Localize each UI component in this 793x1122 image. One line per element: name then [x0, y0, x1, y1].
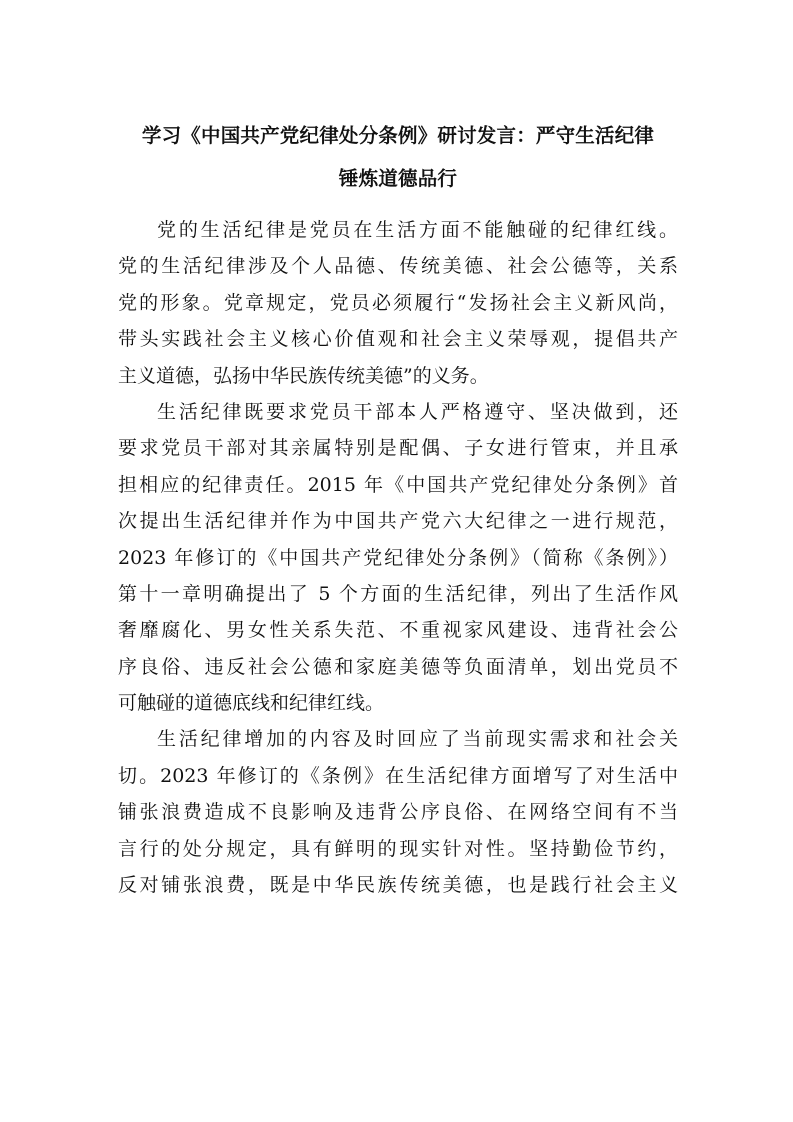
paragraph-line: 党的生活纪律涉及个人品德、传统美德、社会公德等，关系 — [118, 255, 678, 278]
paragraph-3 — [118, 721, 678, 903]
paragraph-line: 2023 年修订的《中国共产党纪律处分条例》（简称《条例》） — [118, 546, 678, 569]
paragraph-line: 可触碰的道德底线和纪律红线。 — [118, 692, 385, 715]
paragraph-line: 党的生活纪律是党员在生活方面不能触碰的纪律红线。 — [157, 219, 678, 241]
paragraph-line: 生活纪律增加的内容及时回应了当前现实需求和社会关 — [157, 728, 678, 751]
paragraph-2 — [118, 394, 678, 722]
paragraph-line: 要求党员干部对其亲属特别是配偶、子女进行管束，并且承 — [118, 437, 678, 460]
paragraph-line: 序良俗、违反社会公德和家庭美德等负面清单，划出党员不 — [118, 655, 678, 678]
paragraph-line: 奢靡腐化、男女性关系失范、不重视家风建设、违背社会公 — [118, 619, 678, 642]
paragraph-line: 第十一章明确提出了 5 个方面的生活纪律，列出了生活作风 — [118, 582, 678, 605]
paragraph-line: 党的形象。党章规定，党员必须履行“发扬社会主义新风尚， — [118, 291, 678, 314]
paragraph-line: 切。2023 年修订的《条例》在生活纪律方面增写了对生活中 — [118, 764, 678, 787]
document-title-line-1: 学习《中国共产党纪律处分条例》研讨发言：严守生活纪律 — [141, 124, 655, 147]
paragraph-line: 担相应的纪律责任。2015 年《中国共产党纪律处分条例》首 — [118, 473, 678, 496]
paragraph-1 — [118, 212, 678, 394]
paragraph-line: 次提出生活纪律并作为中国共产党六大纪律之一进行规范， — [118, 510, 678, 533]
paragraph-line: 带头实践社会主义核心价值观和社会主义荣辱观，提倡共产 — [118, 328, 678, 351]
paragraph-line: 言行的处分规定，具有鲜明的现实针对性。坚持勤俭节约， — [118, 837, 678, 860]
paragraph-line: 铺张浪费造成不良影响及违背公序良俗、在网络空间有不当 — [118, 801, 678, 824]
paragraph-line: 生活纪律既要求党员干部本人严格遵守、坚决做到，还 — [157, 400, 678, 423]
document-body — [118, 212, 678, 903]
paragraph-line: 主义道德，弘扬中华民族传统美德”的义务。 — [118, 364, 489, 387]
paragraph-line: 反对铺张浪费，既是中华民族传统美德，也是践行社会主义 — [118, 874, 678, 897]
document-title-line-2: 锤炼道德品行 — [338, 167, 458, 190]
